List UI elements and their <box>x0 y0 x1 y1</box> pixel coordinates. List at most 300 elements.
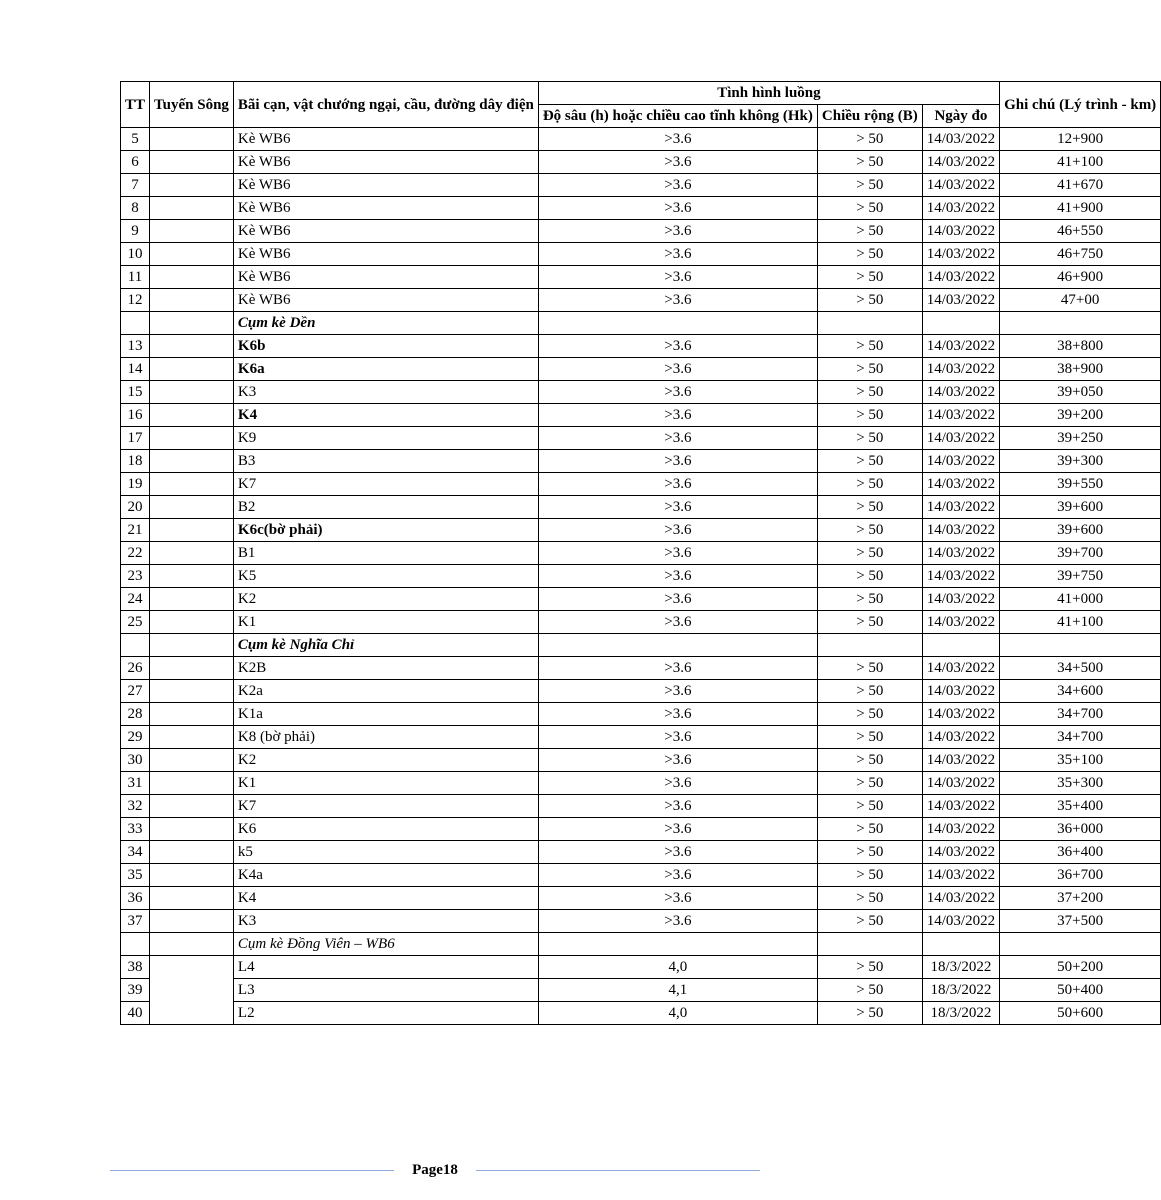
cell-width: > 50 <box>817 496 922 519</box>
cell-route <box>150 519 234 542</box>
cell-depth: >3.6 <box>538 887 817 910</box>
cell-obstacle: Kè WB6 <box>233 197 538 220</box>
table-row <box>121 887 1161 910</box>
table-row <box>121 128 1161 151</box>
cell-date: 14/03/2022 <box>922 473 999 496</box>
cell-route <box>150 128 234 151</box>
cell-obstacle: Kè WB6 <box>233 151 538 174</box>
cell-date <box>922 312 999 335</box>
cell-tt: 23 <box>121 565 150 588</box>
page-number: Page18 <box>412 1161 458 1178</box>
cell-note: 34+700 <box>1000 726 1161 749</box>
cell-note: 37+500 <box>1000 910 1161 933</box>
table-row <box>121 795 1161 818</box>
cell-route <box>150 933 234 956</box>
cell-note: 50+400 <box>1000 979 1161 1002</box>
cell-tt: 21 <box>121 519 150 542</box>
header-date: Ngày đo <box>922 105 999 128</box>
cell-route <box>150 749 234 772</box>
table-row <box>121 910 1161 933</box>
cell-depth <box>538 634 817 657</box>
cell-depth: >3.6 <box>538 680 817 703</box>
cell-note: 39+750 <box>1000 565 1161 588</box>
cell-obstacle: Kè WB6 <box>233 174 538 197</box>
cell-obstacle: K2B <box>233 657 538 680</box>
cell-route <box>150 887 234 910</box>
cell-date: 14/03/2022 <box>922 174 999 197</box>
cell-tt <box>121 634 150 657</box>
cell-obstacle: Kè WB6 <box>233 128 538 151</box>
cell-width: > 50 <box>817 795 922 818</box>
table-row <box>121 841 1161 864</box>
cell-note: 36+700 <box>1000 864 1161 887</box>
cell-depth: >3.6 <box>538 266 817 289</box>
cell-obstacle: L3 <box>233 979 538 1002</box>
cell-date: 14/03/2022 <box>922 565 999 588</box>
cell-tt: 19 <box>121 473 150 496</box>
cell-note <box>1000 933 1161 956</box>
cell-depth: >3.6 <box>538 473 817 496</box>
cell-obstacle: K9 <box>233 427 538 450</box>
cell-tt: 40 <box>121 1002 150 1025</box>
cell-note: 50+200 <box>1000 956 1161 979</box>
cell-route <box>150 795 234 818</box>
table-row <box>121 1002 1161 1025</box>
cell-width: > 50 <box>817 841 922 864</box>
cell-obstacle: K1 <box>233 772 538 795</box>
cell-obstacle: K6a <box>233 358 538 381</box>
table-row <box>121 726 1161 749</box>
cell-depth: >3.6 <box>538 749 817 772</box>
cell-depth: >3.6 <box>538 197 817 220</box>
cell-tt: 38 <box>121 956 150 979</box>
cell-date <box>922 933 999 956</box>
cell-depth: >3.6 <box>538 703 817 726</box>
cell-route <box>150 611 234 634</box>
cell-width: > 50 <box>817 220 922 243</box>
header-depth: Độ sâu (h) hoặc chiều cao tĩnh không (Hk) <box>538 105 817 128</box>
table-row <box>121 450 1161 473</box>
cell-width <box>817 933 922 956</box>
table-row <box>121 657 1161 680</box>
cell-date: 14/03/2022 <box>922 427 999 450</box>
cell-note: 50+600 <box>1000 1002 1161 1025</box>
cell-note: 41+900 <box>1000 197 1161 220</box>
cell-date: 14/03/2022 <box>922 358 999 381</box>
cell-date: 14/03/2022 <box>922 910 999 933</box>
cell-note <box>1000 634 1161 657</box>
cell-obstacle: K4 <box>233 404 538 427</box>
cell-depth: >3.6 <box>538 910 817 933</box>
cell-tt: 30 <box>121 749 150 772</box>
cell-width <box>817 634 922 657</box>
cell-date: 14/03/2022 <box>922 335 999 358</box>
cell-obstacle: K3 <box>233 381 538 404</box>
cell-width: > 50 <box>817 588 922 611</box>
cell-obstacle: L2 <box>233 1002 538 1025</box>
table-row <box>121 703 1161 726</box>
cell-date: 14/03/2022 <box>922 795 999 818</box>
cell-width: > 50 <box>817 818 922 841</box>
table-row <box>121 381 1161 404</box>
cell-tt: 32 <box>121 795 150 818</box>
cell-width: > 50 <box>817 542 922 565</box>
cell-depth: >3.6 <box>538 519 817 542</box>
table-row <box>121 243 1161 266</box>
cell-note: 47+00 <box>1000 289 1161 312</box>
cell-depth: >3.6 <box>538 542 817 565</box>
cell-date: 14/03/2022 <box>922 128 999 151</box>
cell-note: 36+400 <box>1000 841 1161 864</box>
cell-tt: 22 <box>121 542 150 565</box>
cell-tt: 26 <box>121 657 150 680</box>
cell-width: > 50 <box>817 289 922 312</box>
cell-depth: >3.6 <box>538 243 817 266</box>
cell-tt: 12 <box>121 289 150 312</box>
cell-date: 14/03/2022 <box>922 749 999 772</box>
cell-depth: >3.6 <box>538 128 817 151</box>
cell-depth: >3.6 <box>538 864 817 887</box>
cell-depth: >3.6 <box>538 818 817 841</box>
cell-route <box>150 197 234 220</box>
cell-depth: >3.6 <box>538 358 817 381</box>
cell-note: 46+750 <box>1000 243 1161 266</box>
cell-obstacle: Kè WB6 <box>233 289 538 312</box>
cell-date: 14/03/2022 <box>922 220 999 243</box>
cell-date: 14/03/2022 <box>922 197 999 220</box>
footer-line-right <box>476 1170 760 1171</box>
cell-route <box>150 956 234 1025</box>
cell-tt: 9 <box>121 220 150 243</box>
cell-note: 34+700 <box>1000 703 1161 726</box>
cell-note: 37+200 <box>1000 887 1161 910</box>
cell-tt <box>121 312 150 335</box>
cell-date: 14/03/2022 <box>922 680 999 703</box>
table-row <box>121 611 1161 634</box>
cell-obstacle: B3 <box>233 450 538 473</box>
cell-obstacle: K2a <box>233 680 538 703</box>
cell-obstacle: K1 <box>233 611 538 634</box>
cell-note: 39+700 <box>1000 542 1161 565</box>
cell-width: > 50 <box>817 910 922 933</box>
cell-width: > 50 <box>817 749 922 772</box>
cell-route <box>150 565 234 588</box>
cell-obstacle: K3 <box>233 910 538 933</box>
cell-date: 14/03/2022 <box>922 243 999 266</box>
table-row <box>121 542 1161 565</box>
cell-route <box>150 841 234 864</box>
cell-tt: 17 <box>121 427 150 450</box>
cell-note: 39+250 <box>1000 427 1161 450</box>
cell-tt: 24 <box>121 588 150 611</box>
cell-obstacle: K2 <box>233 588 538 611</box>
cell-depth: >3.6 <box>538 427 817 450</box>
cell-depth: >3.6 <box>538 289 817 312</box>
table-row <box>121 197 1161 220</box>
header-obstacle: Bãi cạn, vật chướng ngại, cầu, đường dây điện <box>233 82 538 128</box>
cell-tt: 28 <box>121 703 150 726</box>
cell-note: 35+300 <box>1000 772 1161 795</box>
cell-tt: 29 <box>121 726 150 749</box>
table-row <box>121 519 1161 542</box>
cell-width: > 50 <box>817 565 922 588</box>
cell-depth: 4,1 <box>538 979 817 1002</box>
table-row <box>121 427 1161 450</box>
cell-date: 14/03/2022 <box>922 496 999 519</box>
group-row <box>121 634 1161 657</box>
cell-route <box>150 657 234 680</box>
cell-date: 14/03/2022 <box>922 289 999 312</box>
cell-obstacle: L4 <box>233 956 538 979</box>
cell-depth: 4,0 <box>538 1002 817 1025</box>
cell-note: 36+000 <box>1000 818 1161 841</box>
cell-depth: >3.6 <box>538 657 817 680</box>
table-body <box>121 128 1161 1025</box>
cell-note: 35+400 <box>1000 795 1161 818</box>
header-tt: TT <box>121 82 150 128</box>
cell-width: > 50 <box>817 956 922 979</box>
table-row <box>121 680 1161 703</box>
table-row <box>121 749 1161 772</box>
cell-width: > 50 <box>817 611 922 634</box>
header-note: Ghi chú (Lý trình - km) <box>1000 82 1161 128</box>
cell-obstacle: K4 <box>233 887 538 910</box>
cell-obstacle: K6c(bờ phải) <box>233 519 538 542</box>
cell-route <box>150 243 234 266</box>
cell-tt: 20 <box>121 496 150 519</box>
cell-depth: 4,0 <box>538 956 817 979</box>
cell-route <box>150 496 234 519</box>
cell-depth: >3.6 <box>538 795 817 818</box>
cell-tt: 25 <box>121 611 150 634</box>
cell-route <box>150 151 234 174</box>
cell-depth: >3.6 <box>538 588 817 611</box>
cell-date: 14/03/2022 <box>922 519 999 542</box>
table-row <box>121 151 1161 174</box>
cell-obstacle: K8 (bờ phải) <box>233 726 538 749</box>
table-row <box>121 289 1161 312</box>
cell-tt: 34 <box>121 841 150 864</box>
cell-route <box>150 450 234 473</box>
cell-date: 14/03/2022 <box>922 657 999 680</box>
table-row <box>121 588 1161 611</box>
group-title: Cụm kè Nghĩa Chỉ <box>233 634 538 657</box>
cell-width: > 50 <box>817 1002 922 1025</box>
cell-tt: 37 <box>121 910 150 933</box>
cell-obstacle: K2 <box>233 749 538 772</box>
cell-depth: >3.6 <box>538 174 817 197</box>
cell-note: 39+550 <box>1000 473 1161 496</box>
cell-obstacle: K5 <box>233 565 538 588</box>
cell-tt: 27 <box>121 680 150 703</box>
cell-width: > 50 <box>817 887 922 910</box>
cell-width: > 50 <box>817 979 922 1002</box>
cell-width: > 50 <box>817 726 922 749</box>
cell-route <box>150 266 234 289</box>
cell-width: > 50 <box>817 381 922 404</box>
cell-note: 41+100 <box>1000 151 1161 174</box>
cell-obstacle: B1 <box>233 542 538 565</box>
cell-depth <box>538 933 817 956</box>
cell-tt: 31 <box>121 772 150 795</box>
cell-date: 14/03/2022 <box>922 588 999 611</box>
header-route: Tuyến Sông <box>150 82 234 128</box>
cell-note: 35+100 <box>1000 749 1161 772</box>
cell-note <box>1000 312 1161 335</box>
cell-note: 41+000 <box>1000 588 1161 611</box>
table-row <box>121 404 1161 427</box>
cell-width: > 50 <box>817 266 922 289</box>
cell-tt: 14 <box>121 358 150 381</box>
group-row <box>121 312 1161 335</box>
cell-tt: 13 <box>121 335 150 358</box>
table-row <box>121 473 1161 496</box>
table-row <box>121 496 1161 519</box>
cell-tt: 8 <box>121 197 150 220</box>
channel-status-table <box>120 81 1161 1025</box>
group-title: Cụm kè Đồng Viên – WB6 <box>233 933 538 956</box>
cell-date: 14/03/2022 <box>922 864 999 887</box>
cell-note: 41+100 <box>1000 611 1161 634</box>
cell-depth: >3.6 <box>538 404 817 427</box>
cell-date: 18/3/2022 <box>922 979 999 1002</box>
group-row <box>121 933 1161 956</box>
cell-depth: >3.6 <box>538 611 817 634</box>
cell-width: > 50 <box>817 473 922 496</box>
cell-note: 39+300 <box>1000 450 1161 473</box>
cell-date: 14/03/2022 <box>922 818 999 841</box>
cell-date: 14/03/2022 <box>922 841 999 864</box>
cell-date: 14/03/2022 <box>922 266 999 289</box>
cell-route <box>150 427 234 450</box>
cell-depth <box>538 312 817 335</box>
cell-date: 14/03/2022 <box>922 726 999 749</box>
cell-note: 34+600 <box>1000 680 1161 703</box>
footer-line-left <box>110 1170 394 1171</box>
cell-obstacle: B2 <box>233 496 538 519</box>
cell-route <box>150 381 234 404</box>
cell-route <box>150 864 234 887</box>
cell-date: 14/03/2022 <box>922 381 999 404</box>
cell-tt: 15 <box>121 381 150 404</box>
cell-obstacle: K6b <box>233 335 538 358</box>
cell-route <box>150 818 234 841</box>
cell-route <box>150 542 234 565</box>
table-row <box>121 266 1161 289</box>
cell-width: > 50 <box>817 427 922 450</box>
cell-obstacle: K6 <box>233 818 538 841</box>
cell-route <box>150 289 234 312</box>
cell-width: > 50 <box>817 519 922 542</box>
cell-width: > 50 <box>817 680 922 703</box>
cell-note: 46+900 <box>1000 266 1161 289</box>
page-footer <box>110 1160 760 1180</box>
cell-width: > 50 <box>817 243 922 266</box>
cell-tt: 35 <box>121 864 150 887</box>
cell-obstacle: Kè WB6 <box>233 220 538 243</box>
cell-route <box>150 772 234 795</box>
table-row <box>121 174 1161 197</box>
cell-obstacle: k5 <box>233 841 538 864</box>
cell-note: 39+600 <box>1000 519 1161 542</box>
cell-note: 12+900 <box>1000 128 1161 151</box>
cell-note: 34+500 <box>1000 657 1161 680</box>
table-row <box>121 358 1161 381</box>
cell-depth: >3.6 <box>538 496 817 519</box>
cell-obstacle: Kè WB6 <box>233 266 538 289</box>
cell-depth: >3.6 <box>538 841 817 864</box>
table-row <box>121 220 1161 243</box>
cell-tt: 7 <box>121 174 150 197</box>
cell-date <box>922 634 999 657</box>
cell-width <box>817 312 922 335</box>
cell-obstacle: K7 <box>233 473 538 496</box>
header-width: Chiều rộng (B) <box>817 105 922 128</box>
cell-tt: 5 <box>121 128 150 151</box>
cell-date: 14/03/2022 <box>922 404 999 427</box>
cell-date: 14/03/2022 <box>922 611 999 634</box>
cell-note: 38+900 <box>1000 358 1161 381</box>
cell-note: 38+800 <box>1000 335 1161 358</box>
cell-route <box>150 703 234 726</box>
cell-obstacle: K7 <box>233 795 538 818</box>
cell-width: > 50 <box>817 151 922 174</box>
cell-route <box>150 634 234 657</box>
cell-width: > 50 <box>817 358 922 381</box>
cell-obstacle: K4a <box>233 864 538 887</box>
cell-width: > 50 <box>817 174 922 197</box>
table-row <box>121 772 1161 795</box>
cell-route <box>150 588 234 611</box>
table-row <box>121 864 1161 887</box>
cell-depth: >3.6 <box>538 772 817 795</box>
cell-width: > 50 <box>817 404 922 427</box>
cell-note: 39+600 <box>1000 496 1161 519</box>
cell-tt: 33 <box>121 818 150 841</box>
cell-route <box>150 473 234 496</box>
cell-date: 14/03/2022 <box>922 703 999 726</box>
group-title: Cụm kè Dền <box>233 312 538 335</box>
cell-depth: >3.6 <box>538 335 817 358</box>
cell-note: 46+550 <box>1000 220 1161 243</box>
cell-width: > 50 <box>817 128 922 151</box>
table-row <box>121 565 1161 588</box>
table-row <box>121 335 1161 358</box>
cell-width: > 50 <box>817 703 922 726</box>
cell-tt <box>121 933 150 956</box>
cell-width: > 50 <box>817 450 922 473</box>
cell-width: > 50 <box>817 335 922 358</box>
cell-route <box>150 312 234 335</box>
cell-tt: 36 <box>121 887 150 910</box>
cell-width: > 50 <box>817 772 922 795</box>
cell-date: 18/3/2022 <box>922 1002 999 1025</box>
cell-depth: >3.6 <box>538 726 817 749</box>
cell-obstacle: Kè WB6 <box>233 243 538 266</box>
cell-note: 39+200 <box>1000 404 1161 427</box>
cell-route <box>150 174 234 197</box>
cell-date: 14/03/2022 <box>922 542 999 565</box>
cell-route <box>150 220 234 243</box>
cell-note: 39+050 <box>1000 381 1161 404</box>
cell-width: > 50 <box>817 657 922 680</box>
cell-date: 14/03/2022 <box>922 887 999 910</box>
table-row <box>121 956 1161 979</box>
cell-width: > 50 <box>817 197 922 220</box>
cell-note: 41+670 <box>1000 174 1161 197</box>
cell-depth: >3.6 <box>538 450 817 473</box>
header-channel-status: Tình hình luồng <box>538 82 999 105</box>
